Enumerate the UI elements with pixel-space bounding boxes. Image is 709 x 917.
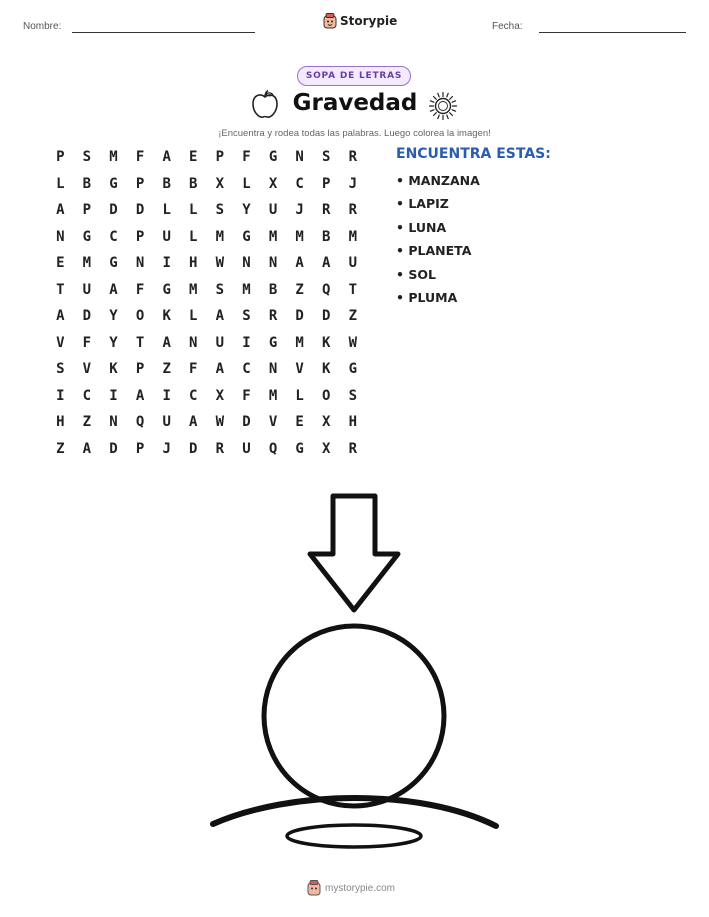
word-search-grid <box>47 148 366 466</box>
grid-cell[interactable]: I <box>162 255 171 271</box>
grid-cell[interactable]: U <box>82 281 92 298</box>
grid-cell[interactable]: D <box>322 308 331 324</box>
grid-cell[interactable]: B <box>162 175 171 192</box>
grid-cell[interactable]: I <box>162 387 171 404</box>
word-list-item: • PLUMA <box>396 289 458 305</box>
grid-cell[interactable]: F <box>135 149 145 165</box>
grid-cell[interactable]: M <box>82 255 92 271</box>
grid-cell[interactable]: R <box>348 149 358 165</box>
grid-cell[interactable]: S <box>215 281 225 298</box>
brand-name: Storypie <box>340 14 398 28</box>
grid-cell[interactable]: H <box>348 414 358 430</box>
grid-cell[interactable]: U <box>162 414 171 430</box>
storypie-logo-icon <box>307 880 321 896</box>
grid-cell[interactable]: Q <box>322 281 331 298</box>
grid-cell[interactable]: C <box>82 387 92 404</box>
grid-cell[interactable]: V <box>82 361 92 377</box>
grid-cell[interactable]: H <box>56 414 65 430</box>
word-list-title: ENCUENTRA ESTAS: <box>396 146 551 162</box>
grid-cell[interactable]: D <box>82 308 92 324</box>
word-list-item: • LAPIZ <box>396 196 449 212</box>
grid-cell[interactable]: T <box>135 334 145 351</box>
grid-cell[interactable]: B <box>268 281 278 298</box>
grid-cell[interactable]: O <box>322 387 331 404</box>
footer-url[interactable]: mystorypie.com <box>325 882 396 894</box>
grid-row <box>47 281 366 308</box>
grid-cell[interactable]: G <box>109 175 118 192</box>
grid-cell[interactable]: L <box>189 308 198 324</box>
grid-cell[interactable]: A <box>56 202 65 218</box>
apple-icon <box>251 89 279 119</box>
grid-cell[interactable]: J <box>295 202 304 218</box>
grid-row <box>47 334 366 361</box>
grid-cell[interactable]: K <box>322 334 331 351</box>
grid-cell[interactable]: I <box>56 387 65 404</box>
grid-cell[interactable]: A <box>189 414 198 430</box>
word-list-item: • SOL <box>396 266 436 282</box>
grid-cell[interactable]: P <box>135 228 145 245</box>
word-list-item: • PLANETA <box>396 243 472 259</box>
grid-cell[interactable]: L <box>56 175 65 192</box>
grid-cell[interactable]: N <box>109 414 118 430</box>
word-list-item: • LUNA <box>396 219 447 235</box>
grid-cell[interactable]: I <box>109 387 118 404</box>
grid-cell[interactable]: M <box>109 149 118 165</box>
grid-cell[interactable]: Y <box>109 334 118 351</box>
name-line <box>72 32 255 33</box>
grid-cell[interactable]: C <box>109 228 118 245</box>
grid-cell[interactable]: Z <box>162 361 171 377</box>
grid-row <box>47 254 366 281</box>
grid-cell[interactable]: E <box>189 149 198 165</box>
arrow-down-icon <box>310 496 398 610</box>
grid-cell[interactable]: M <box>268 387 278 404</box>
date-line <box>539 32 686 33</box>
grid-cell[interactable]: H <box>189 255 198 271</box>
brand <box>323 13 397 29</box>
grid-cell[interactable]: D <box>242 414 251 430</box>
grid-cell[interactable]: L <box>242 175 251 192</box>
grid-cell[interactable]: G <box>348 361 358 377</box>
grid-row <box>47 387 366 414</box>
grid-cell[interactable]: C <box>242 361 251 377</box>
grid-cell[interactable]: X <box>268 175 278 192</box>
grid-cell[interactable]: V <box>268 414 278 430</box>
grid-cell[interactable]: Z <box>295 281 304 298</box>
grid-cell[interactable]: K <box>162 308 171 324</box>
grid-cell[interactable]: U <box>242 440 251 457</box>
grid-cell[interactable]: T <box>56 281 65 298</box>
grid-cell[interactable]: M <box>242 281 251 298</box>
grid-cell[interactable]: T <box>348 281 358 298</box>
grid-cell[interactable]: S <box>56 361 65 377</box>
grid-cell[interactable]: B <box>189 175 198 192</box>
grid-cell[interactable]: J <box>162 440 171 457</box>
grid-cell[interactable]: P <box>215 149 225 165</box>
grid-cell[interactable]: U <box>215 334 225 351</box>
coloring-illustration <box>0 485 709 855</box>
grid-cell[interactable]: K <box>322 361 331 377</box>
grid-cell[interactable]: P <box>135 361 145 377</box>
grid-row <box>47 175 366 202</box>
grid-cell[interactable]: G <box>82 228 92 245</box>
grid-cell[interactable]: V <box>295 361 304 377</box>
grid-cell[interactable]: S <box>348 387 358 404</box>
grid-cell[interactable]: A <box>56 308 65 324</box>
grid-cell[interactable]: Y <box>242 202 251 218</box>
grid-cell[interactable]: X <box>322 414 331 430</box>
shadow-ellipse <box>287 825 421 847</box>
grid-cell[interactable]: F <box>189 361 198 377</box>
word-list <box>396 172 480 312</box>
grid-cell[interactable]: P <box>322 175 331 192</box>
name-label: Nombre: <box>23 21 62 32</box>
grid-cell[interactable]: F <box>135 281 145 298</box>
storypie-logo-icon <box>323 13 337 29</box>
grid-cell[interactable]: F <box>82 334 92 351</box>
grid-cell[interactable]: U <box>268 202 278 218</box>
grid-cell[interactable]: O <box>135 308 145 324</box>
grid-cell[interactable]: N <box>242 255 251 271</box>
grid-cell[interactable]: B <box>82 175 92 192</box>
grid-cell[interactable]: X <box>215 387 225 404</box>
grid-cell[interactable]: Z <box>348 308 358 324</box>
grid-cell[interactable]: A <box>295 255 304 271</box>
grid-cell[interactable]: D <box>109 202 118 218</box>
grid-cell[interactable]: L <box>189 228 198 245</box>
grid-cell[interactable]: F <box>242 387 251 404</box>
grid-cell[interactable]: B <box>322 228 331 245</box>
grid-cell[interactable]: M <box>348 228 358 245</box>
grid-cell[interactable]: R <box>348 440 358 457</box>
grid-cell[interactable]: U <box>348 255 358 271</box>
grid-cell[interactable]: L <box>162 202 171 218</box>
grid-cell[interactable]: A <box>162 149 171 165</box>
grid-cell[interactable]: R <box>322 202 331 218</box>
grid-cell[interactable]: D <box>189 440 198 457</box>
grid-cell[interactable]: R <box>348 202 358 218</box>
grid-cell[interactable]: N <box>56 228 65 245</box>
grid-row <box>47 360 366 387</box>
grid-cell[interactable]: E <box>295 414 304 430</box>
grid-cell[interactable]: P <box>135 440 145 457</box>
grid-cell[interactable]: D <box>135 202 145 218</box>
grid-cell[interactable]: G <box>268 149 278 165</box>
sun-icon <box>428 91 458 121</box>
grid-cell[interactable]: E <box>56 255 65 271</box>
grid-cell[interactable]: C <box>189 387 198 404</box>
grid-cell[interactable]: A <box>109 281 118 298</box>
grid-cell[interactable]: M <box>295 228 304 245</box>
grid-cell[interactable]: U <box>162 228 171 245</box>
grid-cell[interactable]: Q <box>135 414 145 430</box>
grid-cell[interactable]: X <box>215 175 225 192</box>
ball-icon <box>264 626 444 806</box>
date-label: Fecha: <box>492 21 523 32</box>
grid-cell[interactable]: N <box>135 255 145 271</box>
grid-cell[interactable]: G <box>242 228 251 245</box>
grid-cell[interactable]: F <box>242 149 251 165</box>
grid-cell[interactable]: G <box>109 255 118 271</box>
grid-cell[interactable]: K <box>109 361 118 377</box>
grid-cell[interactable]: J <box>348 175 358 192</box>
grid-cell[interactable]: A <box>82 440 92 457</box>
grid-cell[interactable]: Z <box>56 440 65 457</box>
grid-cell[interactable]: A <box>162 334 171 351</box>
grid-cell[interactable]: W <box>215 414 225 430</box>
grid-cell[interactable]: L <box>189 202 198 218</box>
word-list-item: • MANZANA <box>396 173 480 188</box>
footer <box>307 880 395 896</box>
grid-cell[interactable]: R <box>215 440 225 457</box>
grid-cell[interactable]: Y <box>109 308 118 324</box>
grid-cell[interactable]: M <box>268 228 278 245</box>
grid-cell[interactable]: C <box>295 175 304 192</box>
grid-cell[interactable]: S <box>242 308 251 324</box>
grid-row <box>47 440 366 467</box>
grid-cell[interactable]: N <box>268 255 278 271</box>
grid-cell[interactable]: D <box>109 440 118 457</box>
grid-cell[interactable]: N <box>268 361 278 377</box>
grid-cell[interactable]: A <box>215 308 225 324</box>
grid-cell[interactable]: A <box>322 255 331 271</box>
grid-cell[interactable]: W <box>348 334 358 351</box>
instructions: ¡Encuentra y rodea todas las palabras. Luego colorea la imagen! <box>218 128 491 139</box>
grid-cell[interactable]: P <box>56 149 65 165</box>
grid-cell[interactable]: D <box>295 308 304 324</box>
grid-cell[interactable]: G <box>162 281 171 298</box>
grid-cell[interactable]: P <box>82 202 92 218</box>
page-title: Gravedad <box>292 90 418 116</box>
grid-cell[interactable]: M <box>215 228 225 245</box>
grid-cell[interactable]: W <box>215 255 225 271</box>
grid-cell[interactable]: I <box>242 334 251 351</box>
grid-cell[interactable]: A <box>215 361 225 377</box>
grid-cell[interactable]: Z <box>82 414 92 430</box>
grid-row <box>47 201 366 228</box>
grid-cell[interactable]: G <box>295 440 304 457</box>
grid-cell[interactable]: A <box>135 387 145 404</box>
grid-cell[interactable]: S <box>215 202 225 218</box>
grid-row <box>47 307 366 334</box>
grid-cell[interactable]: V <box>56 334 65 351</box>
grid-cell[interactable]: M <box>189 281 198 298</box>
grid-row <box>47 413 366 440</box>
grid-cell[interactable]: Q <box>268 440 278 457</box>
grid-cell[interactable]: R <box>268 308 278 324</box>
grid-cell[interactable]: N <box>189 334 198 351</box>
grid-cell[interactable]: G <box>268 334 278 351</box>
grid-cell[interactable]: X <box>322 440 331 457</box>
grid-row <box>47 228 366 255</box>
grid-cell[interactable]: N <box>295 149 304 165</box>
grid-cell[interactable]: S <box>322 149 331 165</box>
grid-cell[interactable]: L <box>295 387 304 404</box>
grid-row <box>47 148 366 175</box>
grid-cell[interactable]: M <box>295 334 304 351</box>
activity-badge: SOPA DE LETRAS <box>297 66 411 86</box>
grid-cell[interactable]: S <box>82 149 92 165</box>
grid-cell[interactable]: P <box>135 175 145 192</box>
